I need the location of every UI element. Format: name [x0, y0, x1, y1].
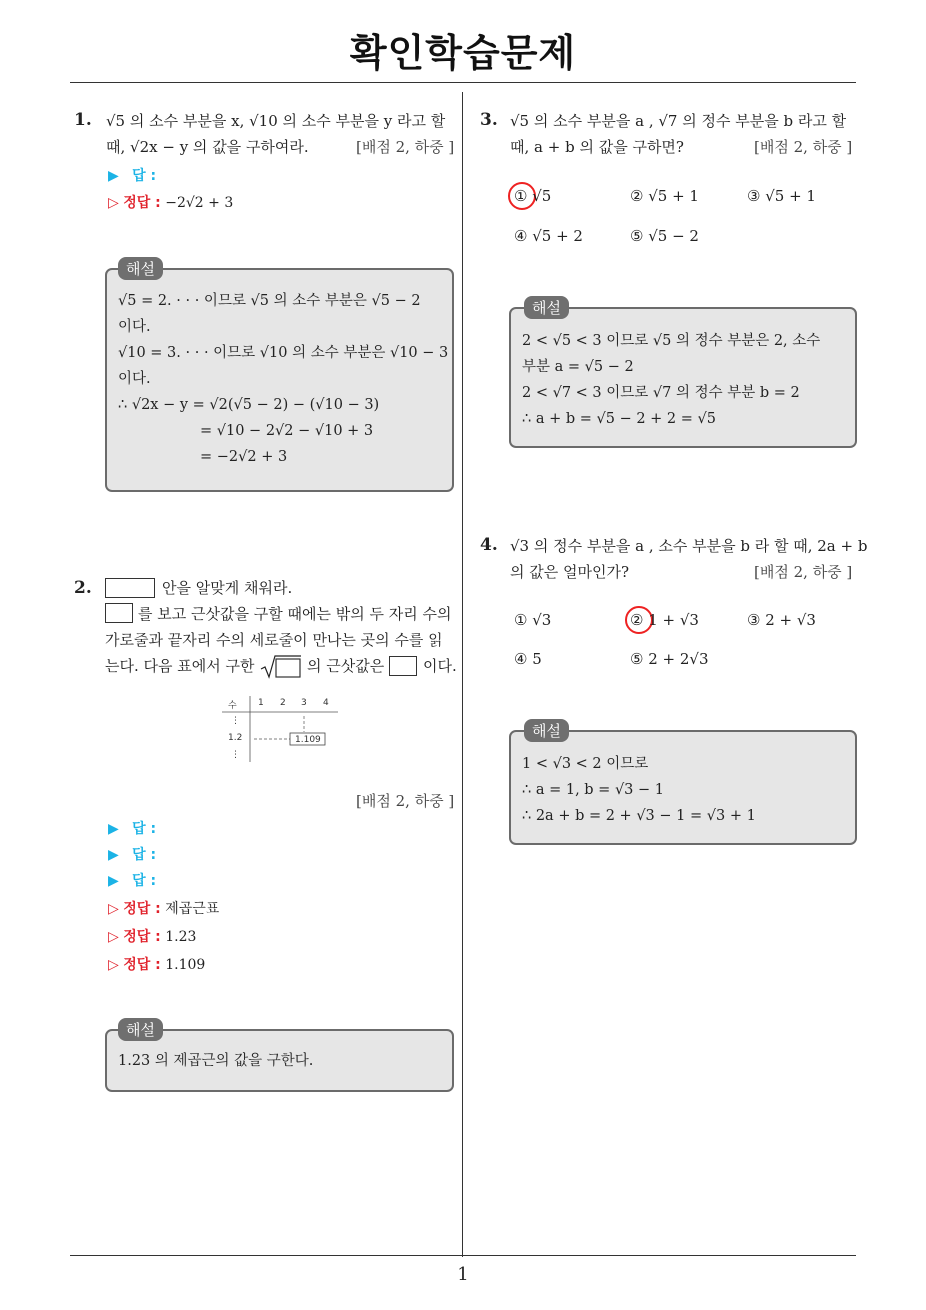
- table-cell-value: 1.109: [295, 735, 321, 745]
- q2-blank-box: [105, 603, 133, 623]
- q3-sol-line: ∴ a + b = √5 − 2 + 2 = √5: [522, 411, 716, 427]
- play-icon: ▶: [108, 821, 119, 837]
- table-header-cell: 1: [258, 698, 264, 708]
- outline-play-icon: ▷: [108, 901, 119, 917]
- q2-answer-label: 답 :: [132, 873, 157, 889]
- q3-sol-line: 2 < √5 < 3 이므로 √5 의 정수 부분은 2, 소수: [522, 333, 821, 349]
- q2-correct-label: 정답 :: [123, 901, 161, 917]
- q3-line1: √5 의 소수 부분을 a , √7 의 정수 부분을 b 라고 할: [510, 112, 847, 130]
- table-dots: ⋮: [231, 750, 240, 760]
- q1-sol-line: 이다.: [118, 371, 151, 387]
- outline-play-icon: ▷: [108, 195, 119, 211]
- q1-number: 1.: [74, 110, 92, 130]
- table-header-cell: 4: [323, 698, 329, 708]
- q2-correct-value: 1.109: [165, 957, 206, 973]
- q2-correct-row: [108, 898, 219, 920]
- q2-line2: 를 보고 근삿값을 구할 때에는 밖의 두 자리 수의: [138, 605, 452, 623]
- top-rule: [70, 82, 856, 83]
- q3-sol-line: 2 < √7 < 3 이므로 √7 의 정수 부분 b = 2: [522, 385, 800, 401]
- q2-line3: 가로줄과 끝자리 수의 세로줄이 만나는 곳의 수를 읽: [105, 631, 443, 649]
- play-icon: ▶: [108, 847, 119, 863]
- table-header-cell: 2: [280, 698, 286, 708]
- outline-play-icon: ▷: [108, 929, 119, 945]
- q2-correct-label: 정답 :: [123, 929, 161, 945]
- column-divider: [462, 92, 463, 1257]
- q2-line4a: 는다. 다음 표에서 구한: [105, 657, 255, 675]
- q1-sol-line: 이다.: [118, 319, 151, 335]
- q1-answer-label: 답 :: [132, 168, 157, 184]
- q3-choice-3: ③ √5 + 1: [747, 187, 816, 205]
- q1-line2: 때, √2x − y 의 값을 구하여라.: [106, 138, 309, 156]
- q4-number: 4.: [480, 535, 498, 555]
- table-dots: ⋮: [231, 716, 240, 726]
- q3-choice-1: ① √5: [514, 187, 552, 205]
- q4-sol-line: 1 < √3 < 2 이므로: [522, 756, 649, 772]
- q2-correct-row: [108, 954, 205, 976]
- q3-choice-4: ④ √5 + 2: [514, 227, 583, 245]
- outline-play-icon: ▷: [108, 957, 119, 973]
- q2-correct-value: 1.23: [165, 929, 197, 945]
- q4-choice-4: ④ 5: [514, 650, 542, 668]
- q2-correct-row: [108, 926, 196, 948]
- q1-sol-line: √5 = 2. · · · 이므로 √5 의 소수 부분은 √5 − 2: [118, 293, 421, 309]
- q2-answer-row: [108, 844, 156, 866]
- q2-sol-line: 1.23 의 제곱근의 값을 구한다.: [118, 1053, 314, 1069]
- q3-solution-tag: 해설: [524, 296, 569, 319]
- q2-blank-box: [389, 656, 417, 676]
- q2-solution-tag: 해설: [118, 1018, 163, 1041]
- q3-choice-2: ② √5 + 1: [630, 187, 699, 205]
- bottom-rule: [70, 1255, 856, 1256]
- q1-score: [배점 2, 하중 ]: [356, 138, 455, 156]
- q2-line1: 안을 알맞게 채워라.: [162, 579, 293, 597]
- play-icon: ▶: [108, 168, 119, 184]
- q2-correct-value: 제곱근표: [165, 901, 220, 917]
- q3-choice-5: ⑤ √5 − 2: [630, 227, 699, 245]
- q3-score: [배점 2, 하중 ]: [754, 138, 853, 156]
- q3-sol-line: 부분 a = √5 − 2: [522, 359, 634, 375]
- q2-answer-row: [108, 870, 156, 892]
- q1-correct-label: 정답 :: [123, 195, 161, 211]
- page-number: 1: [457, 1264, 469, 1285]
- q1-sol-line: = √10 − 2√2 − √10 + 3: [200, 423, 374, 439]
- table-header-cell: 수: [228, 701, 237, 711]
- q3-line2: 때, a + b 의 값을 구하면?: [510, 138, 684, 156]
- q3-number: 3.: [480, 110, 498, 130]
- q2-correct-label: 정답 :: [123, 957, 161, 973]
- table-header-cell: 3: [301, 698, 307, 708]
- q4-line2: 의 값은 얼마인가?: [510, 563, 630, 581]
- q4-solution-tag: 해설: [524, 719, 569, 742]
- q4-score: [배점 2, 하중 ]: [754, 563, 853, 581]
- table-row-label: 1.2: [228, 733, 243, 743]
- q2-line4b: 의 근삿값은: [307, 657, 385, 675]
- q4-sol-line: ∴ 2a + b = 2 + √3 − 1 = √3 + 1: [522, 808, 756, 824]
- page-title: 확인학습문제: [349, 31, 577, 75]
- q4-choice-2: ② 1 + √3: [630, 611, 699, 629]
- play-icon: ▶: [108, 873, 119, 889]
- q4-line1: √3 의 정수 부분을 a , 소수 부분을 b 라 할 때, 2a + b: [510, 537, 868, 555]
- q4-choice-3: ③ 2 + √3: [747, 611, 816, 629]
- q4-sol-line: ∴ a = 1, b = √3 − 1: [522, 782, 664, 798]
- q2-line4c: 이다.: [423, 657, 457, 675]
- q2-answer-row: [108, 818, 156, 840]
- q1-answer-row: [108, 165, 156, 187]
- q2-score: [배점 2, 하중 ]: [356, 792, 455, 810]
- q2-answer-label: 답 :: [132, 821, 157, 837]
- q1-solution-tag: 해설: [118, 257, 163, 280]
- q2-sqrt-blank: [259, 653, 303, 685]
- q2-number: 2.: [74, 578, 92, 598]
- q1-correct-value: −2√2 + 3: [165, 195, 234, 211]
- q1-line1: √5 의 소수 부분을 x, √10 의 소수 부분을 y 라고 할: [106, 112, 446, 130]
- q1-sol-line: = −2√2 + 3: [200, 449, 288, 465]
- q1-correct-row: [108, 192, 233, 214]
- q4-choice-1: ① √3: [514, 611, 552, 629]
- q4-choice-5: ⑤ 2 + 2√3: [630, 650, 709, 668]
- q2-answer-label: 답 :: [132, 847, 157, 863]
- q2-blank-box: [105, 578, 155, 598]
- q1-sol-line: √10 = 3. · · · 이므로 √10 의 소수 부분은 √10 − 3: [118, 345, 449, 361]
- q1-sol-line: ∴ √2x − y = √2(√5 − 2) − (√10 − 3): [118, 397, 380, 413]
